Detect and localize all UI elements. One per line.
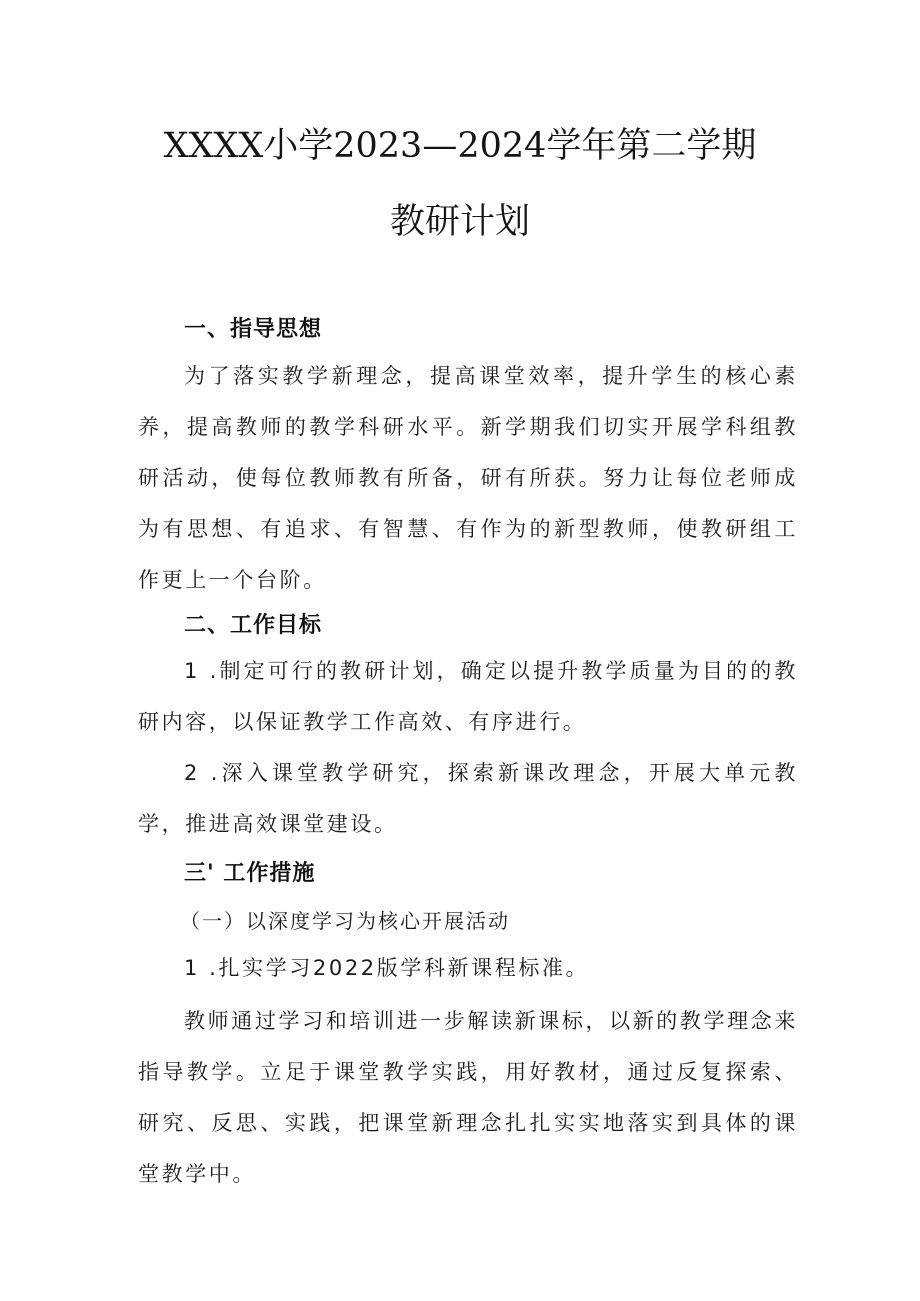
paragraph-curriculum-study: 教师通过学习和培训进一步解读新课标，以新的教学理念来指导教学。立足于课堂教学实践，用好教材，通过反复探索、研究、反思、实践，把课堂新理念扎扎实实地落实到具体的课堂教学中。: [138, 1009, 798, 1186]
paragraph-goal-2: 2 .深入课堂教学研究，探索新课改理念，开展大单元教学，推进高效课堂建设。: [138, 761, 798, 836]
subsection-heading-deep-learning: （一）以深度学习为核心开展活动: [180, 909, 510, 933]
document-title-line1: XXXX小学2023—2024学年第二学期: [163, 126, 757, 166]
paragraph-guiding-ideology: 为了落实教学新理念，提高课堂效率，提升学生的核心素养，提高教师的教学科研水平。新学期我们切实开展学科组教研活动，使每位教师教有所备，研有所获。努力让每位老师成为有思想、有追求、有智慧、有作为的新型教师，使教研组工作更上一个台阶。: [138, 364, 798, 592]
section-heading-work-goals: 二、工作目标: [184, 613, 323, 638]
section-heading-guiding-ideology: 一、指导思想: [184, 317, 323, 342]
paragraph-item-1: 1 .扎实学习2022版学科新课程标准。: [184, 956, 590, 980]
document-title-line2: 教研计划: [389, 202, 530, 242]
paragraph-goal-1: 1 .制定可行的教研计划，确定以提升教学质量为目的的教研内容，以保证教学工作高效、有序进行。: [138, 659, 798, 734]
section-heading-work-measures: 三' 工作措施: [184, 861, 316, 886]
